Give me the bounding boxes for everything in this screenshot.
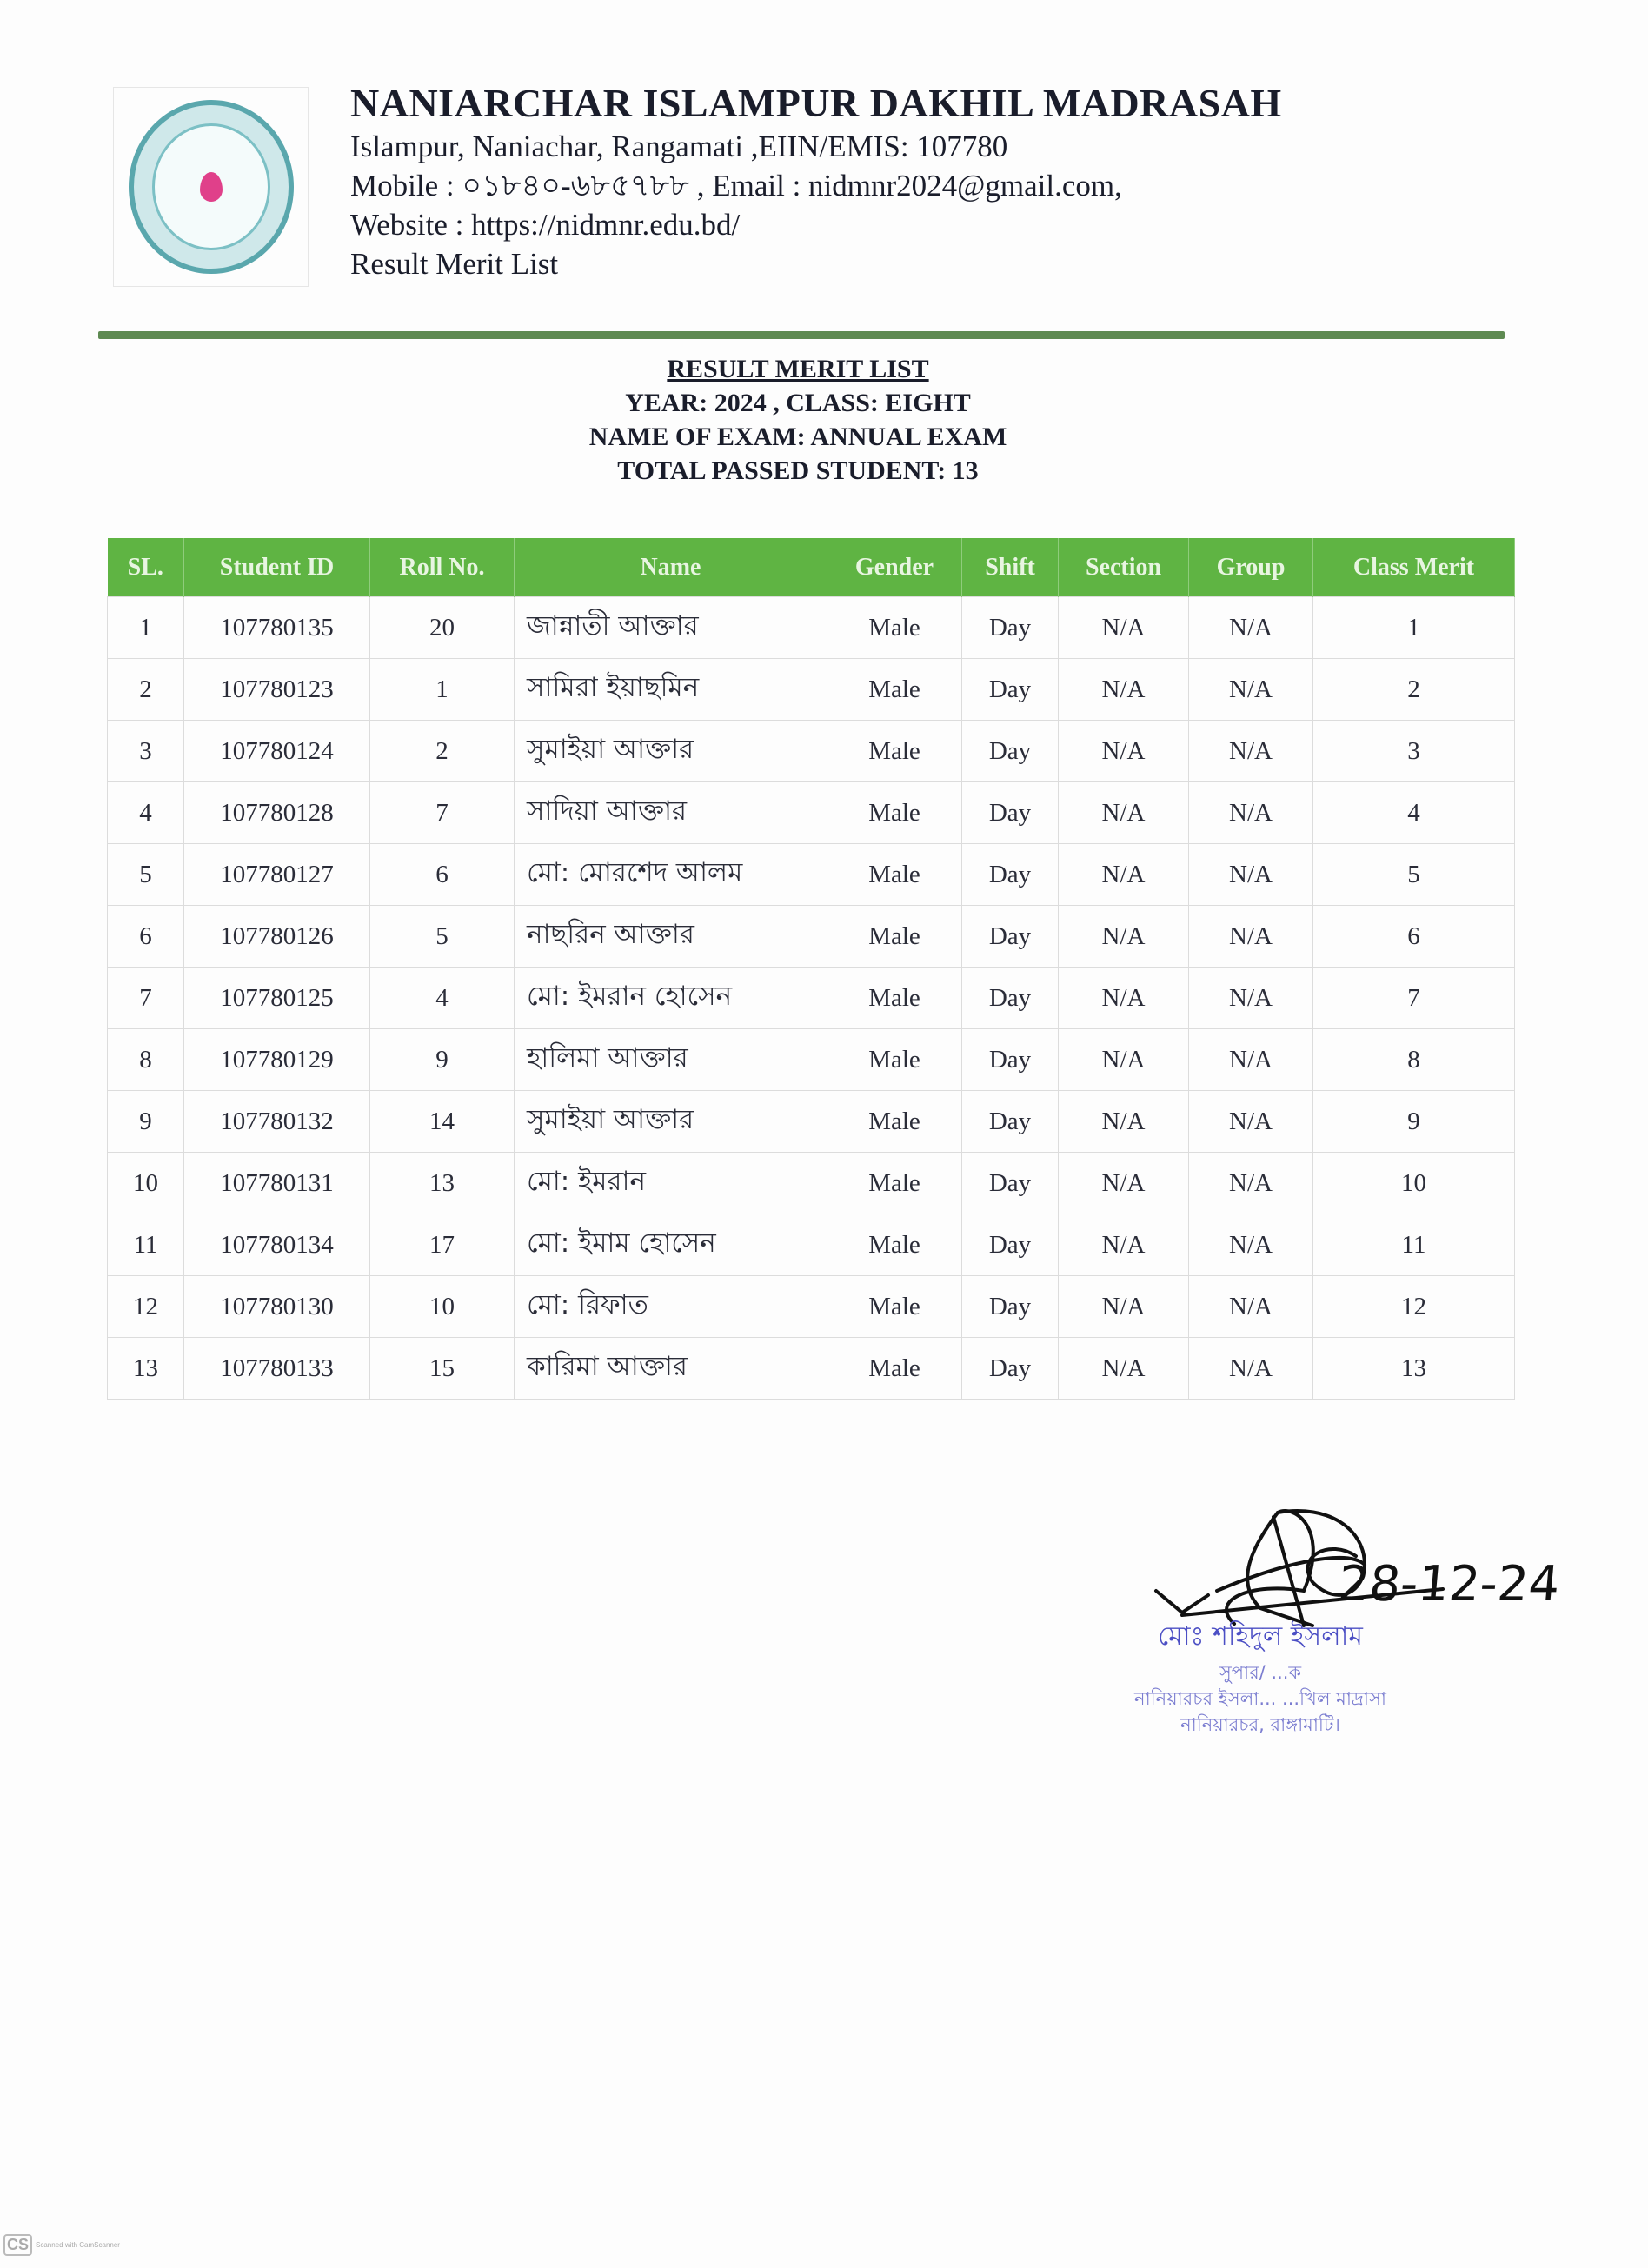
cell-group: N/A [1189,1338,1313,1400]
cell-group: N/A [1189,968,1313,1029]
cell-roll-no: 15 [370,1338,515,1400]
cell-roll-no: 13 [370,1153,515,1214]
signatory-designation: সুপার/ ...ক [1219,1662,1302,1683]
signatory-name: মোঃ শহিদুল ইসলাম [1158,1621,1363,1652]
divider [98,331,1505,339]
cell-shift: Day [962,968,1059,1029]
cell-shift: Day [962,721,1059,782]
column-header-class-merit: Class Merit [1313,538,1515,597]
cell-sl: 12 [108,1276,184,1338]
cell-student-id: 107780133 [184,1338,370,1400]
cell-gender: Male [827,1091,962,1153]
table-row [108,1029,1515,1091]
letterhead [350,80,1282,283]
cell-shift: Day [962,1338,1059,1400]
cell-student-id: 107780123 [184,659,370,721]
cell-roll-no: 10 [370,1276,515,1338]
cell-section: N/A [1059,1091,1189,1153]
report-titles [0,352,1596,488]
document-type: Result Merit List [350,247,559,281]
cell-student-id: 107780135 [184,597,370,659]
cell-class-merit: 13 [1313,1338,1515,1400]
cell-name: মো: ইমরান হোসেন [515,968,827,1029]
cell-gender: Male [827,906,962,968]
cell-roll-no: 2 [370,721,515,782]
cell-section: N/A [1059,968,1189,1029]
cell-name: মো: রিফাত [515,1276,827,1338]
cell-name: নাছরিন আক্তার [515,906,827,968]
cell-class-merit: 12 [1313,1276,1515,1338]
scanner-watermark [3,2234,120,2256]
column-header-group: Group [1189,538,1313,597]
table-row [108,597,1515,659]
cell-class-merit: 5 [1313,844,1515,906]
cell-roll-no: 6 [370,844,515,906]
cell-name: সাদিয়া আক্তার [515,782,827,844]
cell-class-merit: 6 [1313,906,1515,968]
cell-gender: Male [827,1214,962,1276]
cell-sl: 3 [108,721,184,782]
cell-gender: Male [827,844,962,906]
table-row [108,659,1515,721]
cell-roll-no: 5 [370,906,515,968]
cell-sl: 6 [108,906,184,968]
cell-sl: 8 [108,1029,184,1091]
cell-sl: 1 [108,597,184,659]
cell-class-merit: 10 [1313,1153,1515,1214]
cell-class-merit: 2 [1313,659,1515,721]
column-header-roll-no: Roll No. [370,538,515,597]
website: Website : https://nidmnr.edu.bd/ [350,208,741,242]
cell-class-merit: 1 [1313,597,1515,659]
cell-name: সামিরা ইয়াছমিন [515,659,827,721]
cell-section: N/A [1059,597,1189,659]
table-row [108,1214,1515,1276]
cell-gender: Male [827,782,962,844]
camscanner-icon: CS [3,2234,32,2256]
signature-date: 28-12-24 [1336,1556,1563,1613]
cell-roll-no: 17 [370,1214,515,1276]
merit-table [107,538,1515,1400]
official-stamp [1086,1615,1434,1738]
cell-class-merit: 11 [1313,1214,1515,1276]
cell-class-merit: 7 [1313,968,1515,1029]
cell-group: N/A [1189,659,1313,721]
cell-shift: Day [962,1091,1059,1153]
table-row [108,782,1515,844]
contact: Mobile : ০১৮৪০-৬৮৫৭৮৮ , Email : nidmnr2024@gmail.com, [350,169,1122,203]
cell-gender: Male [827,659,962,721]
cell-gender: Male [827,1153,962,1214]
cell-sl: 9 [108,1091,184,1153]
cell-shift: Day [962,659,1059,721]
madrasah-logo [113,87,309,287]
cell-student-id: 107780125 [184,968,370,1029]
institution-name: NANIARCHAR ISLAMPUR DAKHIL MADRASAH [350,81,1282,125]
cell-gender: Male [827,1029,962,1091]
cell-name: হালিমা আক্তার [515,1029,827,1091]
cell-student-id: 107780127 [184,844,370,906]
cell-name: মো: ইমাম হোসেন [515,1214,827,1276]
cell-student-id: 107780131 [184,1153,370,1214]
cell-name: জান্নাতী আক্তার [515,597,827,659]
cell-group: N/A [1189,1153,1313,1214]
table-row [108,1338,1515,1400]
cell-section: N/A [1059,906,1189,968]
column-header-gender: Gender [827,538,962,597]
table-row [108,721,1515,782]
cell-roll-no: 7 [370,782,515,844]
cell-group: N/A [1189,1091,1313,1153]
table-row [108,1091,1515,1153]
cell-group: N/A [1189,1214,1313,1276]
cell-group: N/A [1189,1029,1313,1091]
cell-gender: Male [827,1338,962,1400]
address: Islampur, Naniachar, Rangamati ,EIIN/EMIS: 107780 [350,130,1008,163]
table-row [108,1153,1515,1214]
cell-section: N/A [1059,782,1189,844]
cell-group: N/A [1189,1276,1313,1338]
column-header-sl: SL. [108,538,184,597]
cell-shift: Day [962,597,1059,659]
cell-sl: 10 [108,1153,184,1214]
cell-section: N/A [1059,1029,1189,1091]
column-header-student-id: Student ID [184,538,370,597]
cell-gender: Male [827,1276,962,1338]
cell-class-merit: 9 [1313,1091,1515,1153]
cell-sl: 13 [108,1338,184,1400]
cell-shift: Day [962,782,1059,844]
cell-section: N/A [1059,844,1189,906]
cell-sl: 7 [108,968,184,1029]
cell-student-id: 107780130 [184,1276,370,1338]
table-row [108,906,1515,968]
cell-roll-no: 1 [370,659,515,721]
table-header [108,538,1515,597]
cell-sl: 2 [108,659,184,721]
cell-name: মো: ইমরান [515,1153,827,1214]
cell-group: N/A [1189,721,1313,782]
cell-shift: Day [962,844,1059,906]
table-row [108,968,1515,1029]
exam-name: NAME OF EXAM: ANNUAL EXAM [588,422,1007,451]
cell-roll-no: 9 [370,1029,515,1091]
year-class: YEAR: 2024 , CLASS: EIGHT [625,389,971,417]
cell-gender: Male [827,597,962,659]
cell-shift: Day [962,1214,1059,1276]
cell-shift: Day [962,1153,1059,1214]
cell-student-id: 107780126 [184,906,370,968]
cell-student-id: 107780124 [184,721,370,782]
cell-student-id: 107780132 [184,1091,370,1153]
table-row [108,844,1515,906]
cell-sl: 5 [108,844,184,906]
cell-student-id: 107780134 [184,1214,370,1276]
cell-section: N/A [1059,1338,1189,1400]
cell-sl: 4 [108,782,184,844]
cell-name: কারিমা আক্তার [515,1338,827,1400]
column-header-shift: Shift [962,538,1059,597]
cell-shift: Day [962,1276,1059,1338]
cell-section: N/A [1059,1214,1189,1276]
report-title: RESULT MERIT LIST [667,355,929,383]
cell-gender: Male [827,968,962,1029]
stamp-institution: নানিয়ারচর ইসলা... ...খিল মাদ্রাসা [1134,1688,1386,1709]
cell-class-merit: 8 [1313,1029,1515,1091]
cell-roll-no: 4 [370,968,515,1029]
cell-group: N/A [1189,844,1313,906]
total-passed: TOTAL PASSED STUDENT: 13 [617,456,979,485]
cell-class-merit: 4 [1313,782,1515,844]
cell-shift: Day [962,1029,1059,1091]
column-header-name: Name [515,538,827,597]
cell-group: N/A [1189,597,1313,659]
cell-group: N/A [1189,906,1313,968]
cell-name: সুমাইয়া আক্তার [515,1091,827,1153]
cell-section: N/A [1059,1276,1189,1338]
cell-roll-no: 20 [370,597,515,659]
cell-section: N/A [1059,721,1189,782]
cell-shift: Day [962,906,1059,968]
cell-roll-no: 14 [370,1091,515,1153]
cell-student-id: 107780128 [184,782,370,844]
cell-name: মো: মোরশেদ আলম [515,844,827,906]
cell-gender: Male [827,721,962,782]
cell-student-id: 107780129 [184,1029,370,1091]
column-header-section: Section [1059,538,1189,597]
cell-group: N/A [1189,782,1313,844]
cell-section: N/A [1059,659,1189,721]
cell-section: N/A [1059,1153,1189,1214]
logo-seal-icon [129,100,294,274]
table-row [108,1276,1515,1338]
stamp-location: নানিয়ারচর, রাঙ্গামাটি। [1180,1714,1340,1735]
cell-name: সুমাইয়া আক্তার [515,721,827,782]
cell-class-merit: 3 [1313,721,1515,782]
cell-sl: 11 [108,1214,184,1276]
watermark-text: Scanned with CamScanner [36,2241,120,2249]
